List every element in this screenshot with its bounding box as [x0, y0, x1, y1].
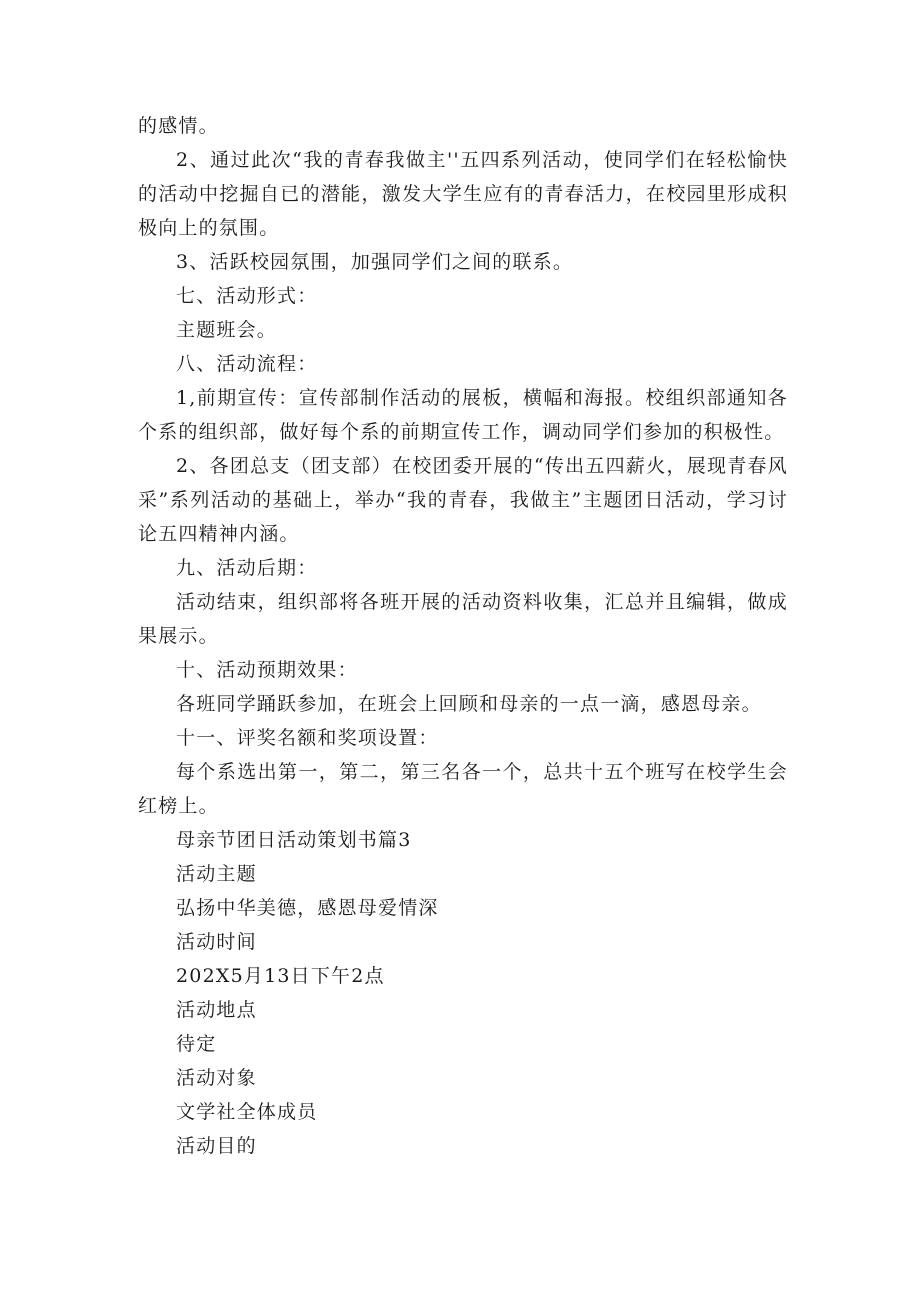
paragraph-activity-later: 活动结束，组织部将各班开展的活动资料收集，汇总并且编辑，做成果展示。 — [138, 591, 788, 647]
label-activity-purpose: 活动目的 — [176, 1135, 257, 1157]
paragraph-awards: 每个系选出第一，第二，第三名各一个，总共十五个班写在校学生会红榜上。 — [138, 761, 788, 817]
value-activity-time: 202X5月13日下午2点 — [176, 965, 385, 987]
paragraph-purpose-3: 3、活跃校园氛围，加强同学们之间的联系。 — [176, 251, 574, 273]
heading-expected-effect: 十、活动预期效果： — [176, 659, 358, 681]
label-activity-location: 活动地点 — [176, 999, 257, 1021]
paragraph-expected-effect: 各班同学踊跃参加，在班会上回顾和母亲的一点一滴，感恩母亲。 — [176, 693, 762, 715]
paragraph-activity-form: 主题班会。 — [176, 319, 278, 341]
heading-activity-later: 九、活动后期： — [176, 557, 318, 579]
paragraph-continuation: 的感情。 — [138, 115, 219, 137]
document-body — [138, 109, 788, 1163]
label-activity-theme: 活动主题 — [176, 863, 257, 885]
heading-activity-process: 八、活动流程： — [176, 353, 318, 375]
label-activity-target: 活动对象 — [176, 1067, 257, 1089]
value-activity-location: 待定 — [176, 1033, 217, 1055]
paragraph-process-1: 1,前期宣传：宣传部制作活动的展板，横幅和海报。校组织部通知各个系的组织部，做好每个系的前期宣传工作，调动同学们参加的积极性。 — [138, 387, 788, 443]
paragraph-purpose-2: 2、通过此次“我的青春我做主''五四系列活动，使同学们在轻松愉快的活动中挖掘自已的潜能，激发大学生应有的青春活力，在校园里形成积极向上的氛围。 — [138, 149, 788, 239]
section-title-plan-3: 母亲节团日活动策划书篇3 — [176, 829, 412, 851]
value-activity-theme: 弘扬中华美德，感恩母爱情深 — [176, 897, 439, 919]
paragraph-process-2: 2、各团总支（团支部）在校团委开展的“传出五四薪火，展现青春风采”系列活动的基础上，举办“我的青春，我做主”主题团日活动，学习讨论五四精神内涵。 — [138, 455, 788, 545]
heading-activity-form: 七、活动形式： — [176, 285, 318, 307]
heading-awards: 十一、评奖名额和奖项设置： — [176, 727, 439, 749]
value-activity-target: 文学社全体成员 — [176, 1101, 318, 1123]
label-activity-time: 活动时间 — [176, 931, 257, 953]
